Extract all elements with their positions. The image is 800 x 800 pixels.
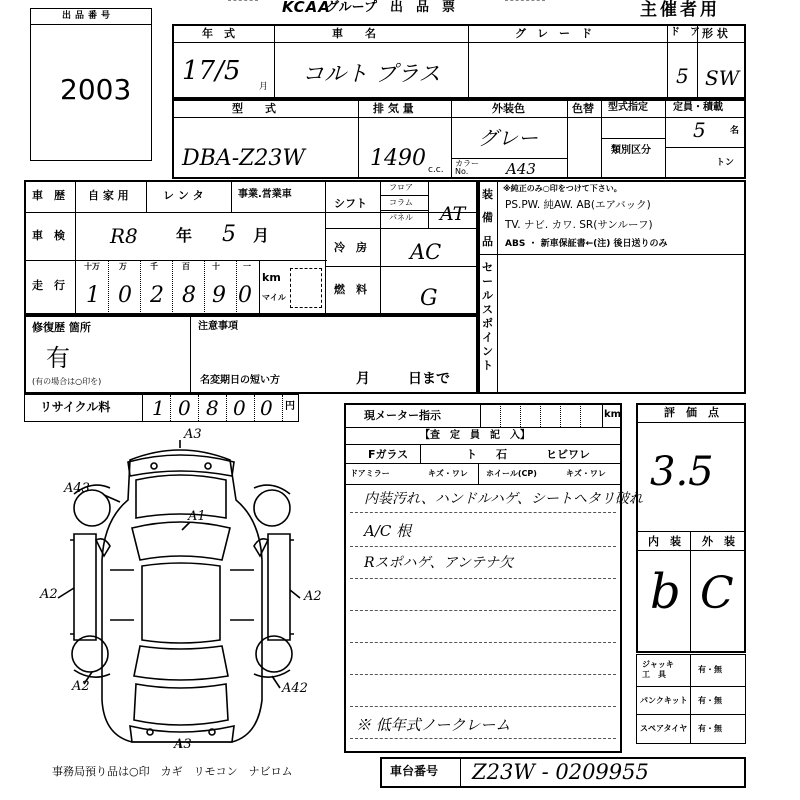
equipment-line3[interactable]: ABS ・ 新車保証書←(注) 後日送りのみ xyxy=(505,239,668,249)
mileage-label: 走 行 xyxy=(32,279,65,292)
mileage-digit-3[interactable]: 8 xyxy=(182,283,196,308)
color-value[interactable]: グレー xyxy=(478,126,538,150)
grade-label: グ レ ー ド xyxy=(515,27,592,40)
mirror-opts[interactable]: キズ・ワレ xyxy=(428,469,468,478)
puncture-choice[interactable]: 有・無 xyxy=(698,696,722,705)
cc-unit: c.c. xyxy=(428,165,444,175)
sales-point-label-6: ン xyxy=(482,345,493,358)
deadline-day-mark: 日まで xyxy=(408,371,450,387)
year-value[interactable]: 17/5 xyxy=(182,56,241,86)
glass-opt1[interactable]: ト xyxy=(466,448,477,461)
interior-label: 内 装 xyxy=(648,535,681,548)
displacement-label: 排 気 量 xyxy=(373,102,414,115)
model-designation-label: 型式指定 xyxy=(608,102,648,113)
door-value[interactable]: 5 xyxy=(676,64,689,88)
lot-number[interactable]: 2003 xyxy=(60,73,132,106)
mileage-digit-2[interactable]: 2 xyxy=(150,283,164,308)
chassis-label: 車台番号 xyxy=(390,764,439,778)
inspection-year-mark: 年 xyxy=(176,226,193,245)
inspector-label: 【査 定 員 記 入】 xyxy=(420,430,530,441)
mileage-digit-label-4: 十 xyxy=(212,262,220,271)
spare-label: スペアタイヤ xyxy=(640,724,688,733)
sales-point-label-4: ポ xyxy=(482,317,493,330)
diagram-mark-rear-left[interactable]: A2 xyxy=(72,679,90,694)
shape-label: 形 状 xyxy=(702,27,728,40)
aircon-label: 冷 房 xyxy=(334,241,367,254)
color-change-label: 色替 xyxy=(572,102,594,115)
diagram-mark-hood[interactable]: A1 xyxy=(188,509,206,524)
capacity-label: 定員・積載 xyxy=(673,102,723,113)
diagram-mark-rear[interactable]: A3 xyxy=(174,737,192,752)
equipment-note: ※純正のみ○印をつけて下さい。 xyxy=(503,184,622,193)
recycle-label: リサイクル料 xyxy=(40,400,111,414)
diagram-mark-rear-right[interactable]: A42 xyxy=(282,681,308,696)
mileage-digit-label-5: 一 xyxy=(243,262,251,271)
recycle-digit-2[interactable]: 8 xyxy=(206,396,219,420)
year-month-mark: 月 xyxy=(259,82,269,92)
diagram-footer: 事務局預り品は○印 カギ リモコン ナビロム xyxy=(52,765,293,778)
inspection-label: 車 検 xyxy=(32,229,65,242)
fuel-label: 燃 料 xyxy=(334,283,367,296)
equipment-line1[interactable]: PS.PW. 純AW. AB(エアバック) xyxy=(505,199,651,211)
jack-label: ジャッキ 工 具 xyxy=(642,660,674,680)
aircon-value[interactable]: AC xyxy=(410,240,442,264)
remark-1[interactable]: 内装汚れ、ハンドルハゲ、シートヘタリ破れ xyxy=(364,491,643,507)
shift-value[interactable]: AT xyxy=(440,203,466,225)
shape-value[interactable]: SW xyxy=(705,66,740,90)
mileage-digit-1[interactable]: 0 xyxy=(118,283,132,308)
model-label: 型 式 xyxy=(232,102,276,115)
recycle-unit: 円 xyxy=(285,401,295,412)
capacity-value[interactable]: 5 xyxy=(693,118,706,142)
glass-label: Fガラス xyxy=(368,448,409,461)
shift-panel[interactable]: パネル xyxy=(389,213,413,222)
mileage-digit-4[interactable]: 9 xyxy=(212,283,226,308)
history-rental[interactable]: レ ン タ xyxy=(163,189,204,202)
mileage-digit-5[interactable]: 0 xyxy=(238,283,252,308)
exterior-label: 外 装 xyxy=(702,535,735,548)
history-private[interactable]: 自 家 用 xyxy=(88,189,129,202)
recycle-digit-3[interactable]: 0 xyxy=(233,396,246,420)
deadline-label: 名変期日の短い方 xyxy=(200,375,280,386)
mileage-digit-label-0: 十万 xyxy=(84,262,100,271)
car-name-value[interactable]: コルト プラス xyxy=(302,62,441,87)
remark-3[interactable]: Rスポハゲ、アンテナ欠 xyxy=(364,555,514,571)
shift-floor[interactable]: フロア xyxy=(389,183,413,192)
form-title: グループ 出 品 票 xyxy=(326,0,455,15)
mileage-unit-km[interactable]: km xyxy=(262,271,281,284)
category-label: 類別区分 xyxy=(611,145,651,156)
recycle-digit-1[interactable]: 0 xyxy=(178,396,191,420)
repair-note: (有の場合は○印を) xyxy=(32,377,102,386)
capacity-unit: 名 xyxy=(730,126,740,136)
sales-point-label-1: ー xyxy=(482,275,493,288)
sales-point-label-0: セ xyxy=(482,261,493,274)
organizer-label: 主催者用 xyxy=(640,0,720,20)
lot-label: 出品番号 xyxy=(62,11,115,21)
repair-label: 修復歴 箇所 xyxy=(32,321,91,334)
jack-choice[interactable]: 有・無 xyxy=(698,665,722,674)
puncture-label: パンクキット xyxy=(640,696,688,705)
fuel-value[interactable]: G xyxy=(420,286,438,311)
mileage-unit-mile[interactable]: マイル xyxy=(262,293,286,302)
exterior-color-label: 外装色 xyxy=(492,102,525,115)
shift-label: シフト xyxy=(334,197,367,210)
equipment-label-1: 備 xyxy=(482,211,493,224)
history-commercial[interactable]: 事業.営業車 xyxy=(238,189,292,200)
mileage-digit-label-1: 万 xyxy=(119,262,127,271)
mirror-label: ドアミラー xyxy=(350,469,390,478)
exterior-value[interactable]: C xyxy=(700,568,734,619)
diagram-mark-front-left[interactable]: A43 xyxy=(64,481,90,496)
sales-point-label-2: ル xyxy=(482,289,493,302)
load-unit: トン xyxy=(716,158,735,168)
diagram-mark-front[interactable]: A3 xyxy=(184,427,202,442)
footnote[interactable]: ※ 低年式ノークレーム xyxy=(356,716,511,734)
recycle-digit-4[interactable]: 0 xyxy=(260,396,273,420)
deadline-month-mark: 月 xyxy=(356,371,370,387)
history-label: 車 歴 xyxy=(32,189,65,202)
inspection-month-mark: 月 xyxy=(253,226,270,245)
equipment-label-2: 品 xyxy=(482,235,493,248)
model-value[interactable]: DBA-Z23W xyxy=(182,146,306,171)
evaluation-score[interactable]: 3.5 xyxy=(650,449,714,495)
color-no-value[interactable]: A43 xyxy=(506,160,536,178)
displacement-value[interactable]: 1490 xyxy=(370,146,426,171)
spare-choice[interactable]: 有・無 xyxy=(698,724,722,733)
diagram-mark-left[interactable]: A2 xyxy=(40,587,58,602)
wheel-opts[interactable]: キズ・ワレ xyxy=(566,469,606,478)
sales-point-label-7: ト xyxy=(482,359,493,372)
notes-label: 注意事項 xyxy=(198,321,238,332)
mileage-digit-0[interactable]: 1 xyxy=(86,283,100,308)
brand-logo: KCAA xyxy=(282,0,331,16)
shift-column[interactable]: コラム xyxy=(389,198,413,207)
diagram-mark-right[interactable]: A2 xyxy=(304,589,322,604)
mileage-digit-label-2: 千 xyxy=(150,262,158,271)
recycle-digit-0[interactable]: 1 xyxy=(152,396,165,420)
remark-2[interactable]: A/C 根 xyxy=(364,522,412,540)
equipment-line2[interactable]: TV. ナビ. カワ. SR(サンルーフ) xyxy=(505,219,653,231)
year-label: 年 式 xyxy=(202,27,235,40)
mileage-digit-label-3: 百 xyxy=(182,262,190,271)
equipment-label-0: 装 xyxy=(482,188,493,201)
glass-opt3[interactable]: ヒビワレ xyxy=(546,448,590,461)
door-label: ド ア xyxy=(670,27,700,38)
glass-opt2[interactable]: 石 xyxy=(496,448,507,461)
inspection-era[interactable]: R8 xyxy=(110,224,138,248)
meter-label: 現メーター指示 xyxy=(364,409,441,422)
sales-point-label-5: イ xyxy=(482,331,493,344)
sales-point-label-3: ス xyxy=(482,303,493,316)
interior-value[interactable]: b xyxy=(650,564,681,620)
repair-value[interactable]: 有 xyxy=(46,344,70,372)
color-no-label: カラー No. xyxy=(455,159,479,176)
inspection-month[interactable]: 5 xyxy=(222,222,236,247)
meter-unit: km xyxy=(604,409,622,420)
name-label: 車 名 xyxy=(332,27,376,40)
wheel-label: ホイール(CP) xyxy=(486,469,537,478)
evaluation-label: 評 価 点 xyxy=(664,406,719,419)
chassis-value[interactable]: Z23W - 0209955 xyxy=(472,760,649,784)
